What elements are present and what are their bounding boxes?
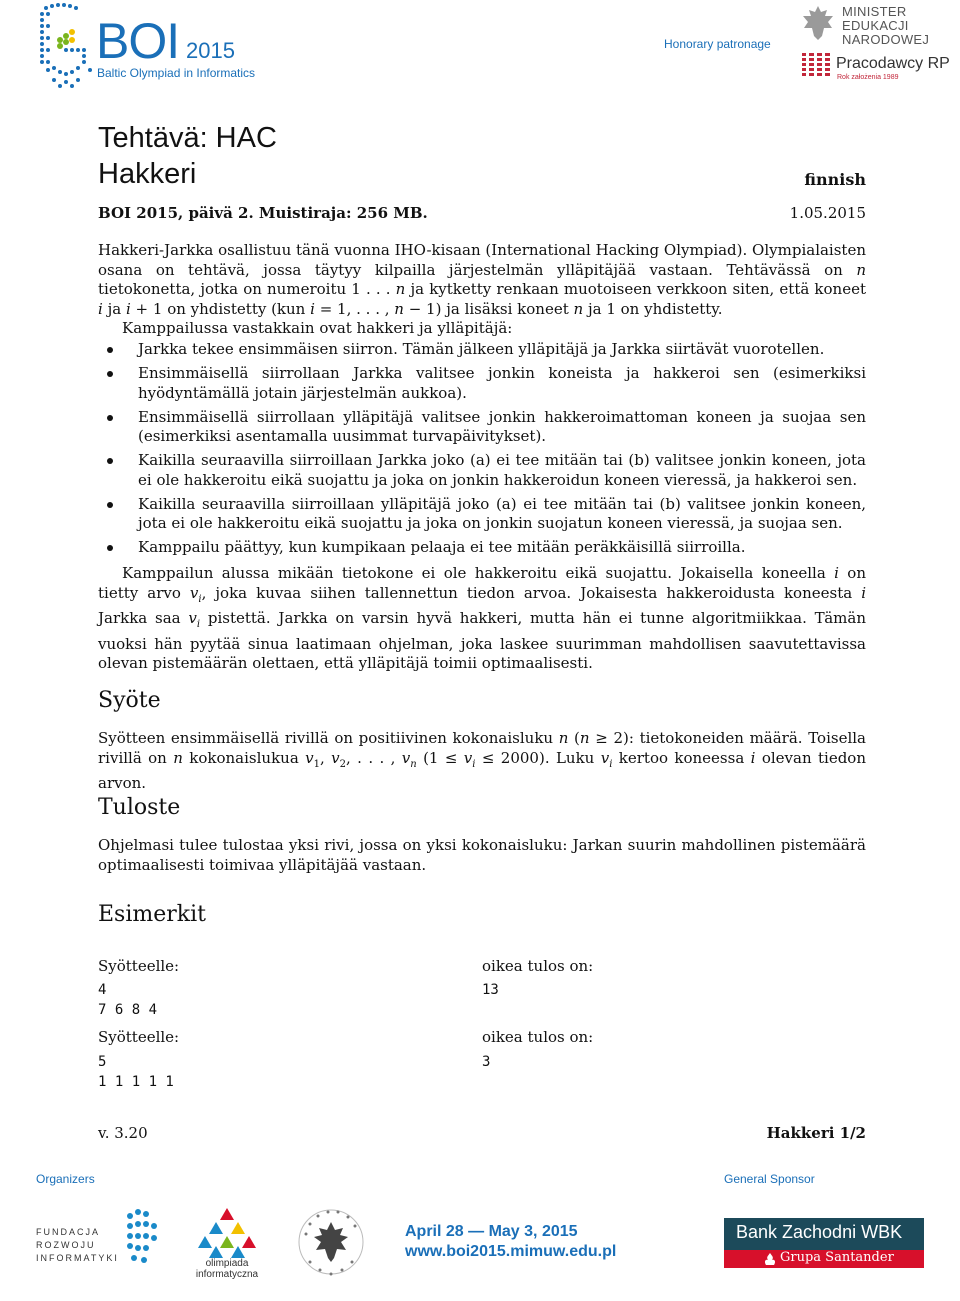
university-warsaw-seal-icon (296, 1204, 366, 1280)
boi-logo-text: BOI (96, 13, 180, 69)
pracodawcy-logo-text: Pracodawcy RP (836, 55, 950, 72)
boi-logo-mark (36, 0, 96, 90)
list-item: Ensimmäisellä siirrollaan Jarkka valitsee jonkin koneista ja hakkeroi sen (esimerkiksi hyödyntämällä jotain järjestelmän aukkoa). (98, 364, 866, 403)
list-item: Ensimmäisellä siirrollaan ylläpitäjä valitsee jonkin hakkeroimattoman koneen ja suojaa sen (esimerkiksi asentamalla uusimmat turvapäivitykset). (98, 408, 866, 447)
event-url[interactable]: www.boi2015.mimuw.edu.pl (405, 1243, 617, 1260)
example-2-output: 3 (482, 1054, 491, 1070)
list-item: Kaikilla seuraavilla siirroillaan ylläpitäjä joko (a) ei tee mitään tai (b) valitsee jonkin koneen, jota ei ole hakkeroitu eikä suojattu ja joka on jonkin suojatun koneen vieressä, ja suojaa sen. (98, 495, 866, 534)
output-paragraph: Ohjelmasi tulee tulostaa yksi rivi, jossa on yksi kokonaisluku: Jarkan suurin mahdollinen pistemäärä optimaalisesti toimivaa ylläpitäjää vastaan. (98, 836, 866, 874)
pracodawcy-flag-icon (802, 53, 830, 79)
list-item: Jarkka tekee ensimmäisen siirron. Tämän jälkeen ylläpitäjä ja Jarkka siirtävät vuorotellen. (98, 340, 866, 360)
task-meta: BOI 2015, päivä 2. Muistiraja: 256 MB. (98, 204, 428, 222)
olimpiada-logo-text: olimpiada informatyczna (195, 1258, 259, 1280)
frinf-logo-text: FUNDACJA ROZWOJU INFORMATYKI (36, 1227, 119, 1263)
santander-flame-icon (764, 1253, 776, 1265)
boi-logo-subtitle: Baltic Olympiad in Informatics (97, 66, 256, 80)
task-date: 1.05.2015 (789, 204, 866, 222)
olimpiada-logo-icon (196, 1206, 258, 1258)
example-2-input-label: Syötteelle: (98, 1028, 180, 1046)
bank-sponsor-name: Bank Zachodni WBK (736, 1222, 903, 1242)
input-heading: Syöte (98, 688, 161, 713)
scoring-paragraph: Kamppailun alussa mikään tietokone ei ole hakkeroitu eikä suojattu. Jokaisella koneella i on tietty arvo $v_i$, joka kuvaa siihen tallennettun tiedon arvoa. Jokaisesta hakkeroidusta koneesta i Jarkka saa $v_i$ pistettä. Jarkka on varsin hyvä hakkeri, mutta hän ei tunne algoritmiikkaa. Tämän vuoksi hän pyytää sinua laatimaan ohjelman, joka laskee suurimman mahdollisen saavutettavissa olevan pistemäärän olettaen, että ylläpitäjä toimii optimaalisesti. (98, 564, 867, 673)
examples-heading: Esimerkit (98, 902, 206, 927)
event-dates: April 28 — May 3, 2015 (405, 1223, 578, 1240)
event-info (405, 1222, 616, 1262)
page-counter: Hakkeri 1/2 (766, 1124, 866, 1142)
language-label: finnish (804, 170, 866, 189)
eagle-emblem-icon (800, 4, 836, 42)
task-title-line2: Hakkeri (98, 158, 197, 190)
bank-sponsor-group: Grupa Santander (780, 1250, 894, 1265)
task-title (98, 120, 277, 192)
task-title-line1: Tehtävä: HAC (98, 122, 277, 154)
intro-paragraph: Hakkeri-Jarkka osallistuu tänä vuonna IHO-kisaan (International Hacking Olympiad). Olympialaisten osana on tehtävä, jossa täytyy kilpailla järjestelmän ylläpitäjää vastaan. Tehtävässä on n tietokonetta, jotka on numeroitu 1 . . . n ja kytketty renkaan muotoiseen verkkoon siten, että koneet i ja i + 1 on yhdistetty (kun i = 1, . . . , n − 1) ja lisäksi koneet n ja 1 on yhdistetty. (98, 241, 866, 318)
organizers-label: Organizers (36, 1172, 95, 1186)
example-2-input: 5 1 1 1 1 1 (98, 1054, 174, 1090)
frinf-logo-icon (124, 1206, 160, 1270)
example-1-input-label: Syötteelle: (98, 957, 180, 975)
list-item: Kamppailu päättyy, kun kumpikaan pelaaja ei tee mitään peräkkäisillä siirroilla. (98, 538, 866, 558)
example-2-output-label: oikea tulos on: (482, 1028, 594, 1046)
version-label: v. 3.20 (98, 1124, 148, 1142)
rules-list (98, 340, 866, 562)
list-item: Kaikilla seuraavilla siirroillaan Jarkka joko (a) ei tee mitään tai (b) valitsee jonkin koneen, jota ei ole hakkeroitu eikä suojattu ja joka on jonkin hakkeroidun koneen vieressä, ja hakkeroi sen. (98, 451, 866, 490)
ministry-logo-text: MINISTER EDUKACJI NARODOWEJ (842, 4, 930, 47)
intro-paragraph-2: Kamppailussa vastakkain ovat hakkeri ja ylläpitäjä: (122, 319, 513, 337)
example-1-output-label: oikea tulos on: (482, 957, 594, 975)
output-heading: Tuloste (98, 795, 181, 820)
example-1-output: 13 (482, 982, 499, 998)
pracodawcy-logo-subtitle: Rok założenia 1989 (837, 74, 899, 81)
example-1-input: 4 7 6 8 4 (98, 982, 158, 1018)
input-paragraph: Syötteen ensimmäisellä rivillä on positiivinen kokonaisluku n (n ≥ 2): tietokoneiden määrä. Toisella rivillä on n kokonaislukua $v_1$, $v_2$, . . . , $v_n$ $(1 \le v_i \le 2000)$. Luku $v_i$ kertoo koneessa i olevan tiedon arvon. (98, 729, 866, 793)
general-sponsor-label: General Sponsor (724, 1172, 815, 1186)
boi-logo-year: 2015 (186, 38, 235, 63)
honorary-patronage-label: Honorary patronage (664, 37, 771, 51)
